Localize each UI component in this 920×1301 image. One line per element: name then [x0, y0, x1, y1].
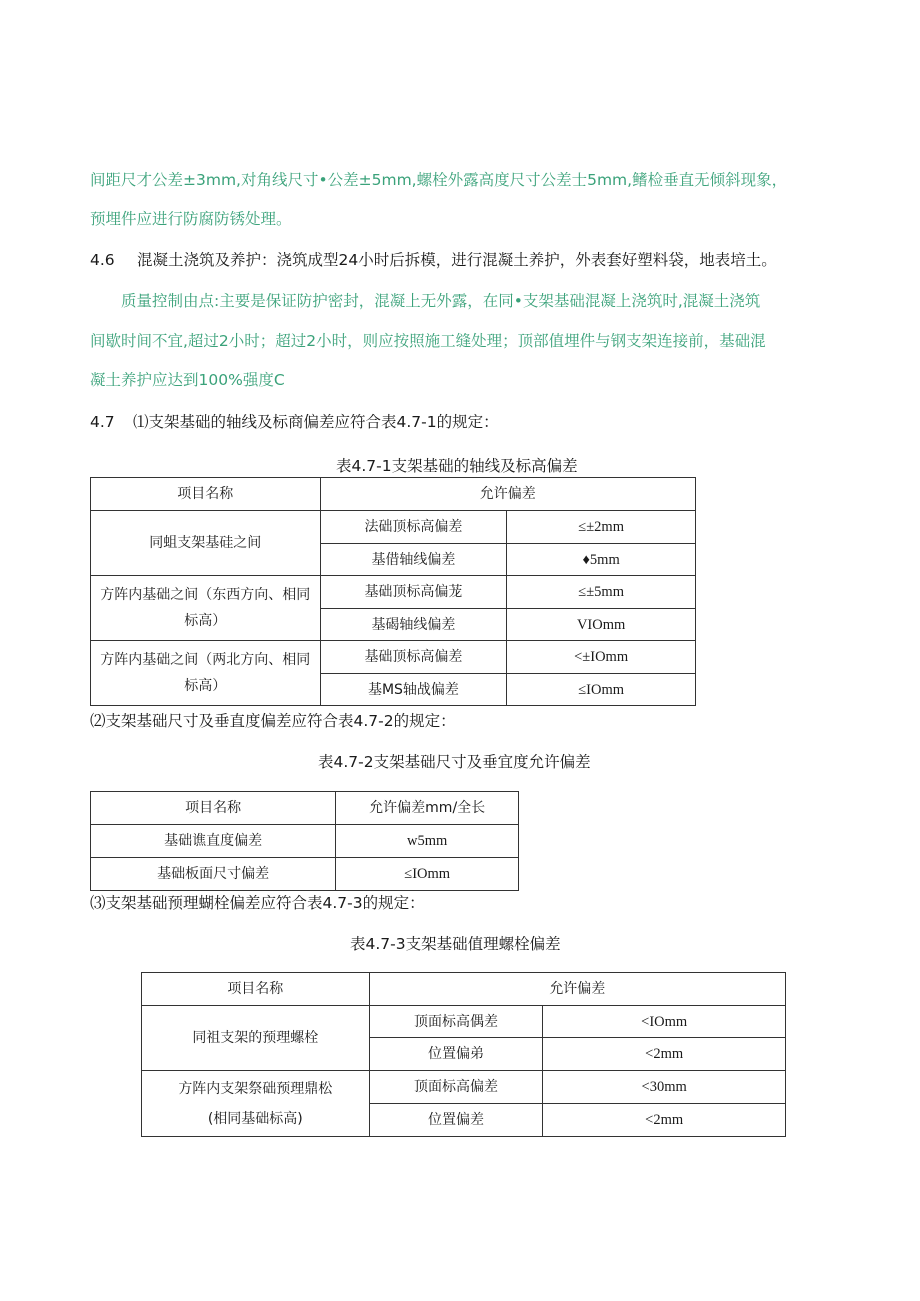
table-cell-item: 基础谯直度偏差 — [91, 825, 336, 858]
table-cell-item: 法础顶标高偏差 — [320, 511, 507, 544]
table-cell-value: ≤±2mm — [507, 511, 696, 544]
table3 — [141, 972, 786, 1137]
table1-header-row — [91, 478, 696, 511]
section-4-7-number: 4.7 — [90, 413, 115, 431]
table-row — [91, 576, 696, 609]
table3-header-name: 项目名称 — [142, 973, 370, 1006]
table-cell-item: 基础顶标高偏差 — [320, 641, 507, 674]
table-row — [91, 511, 696, 544]
table3-group1-name: 同祖支架的预理螺栓 — [142, 1006, 370, 1071]
table1-group2-name: 方阵内基础之间（东西方向、相同标高） — [91, 576, 321, 641]
table2-caption: 表4.7-2支架基础尺寸及垂宜度允许偏差 — [318, 753, 591, 771]
table-cell-value: <2mm — [543, 1038, 786, 1071]
table-cell-value: <30mm — [543, 1071, 786, 1104]
section-4-6-text: 混凝土浇筑及养护：浇筑成型24小时后拆模，进行混凝土养护，外表套好塑料袋，地表培土。 — [137, 251, 777, 269]
table1-group3-name: 方阵内基础之间（两北方向、相同标高） — [91, 641, 321, 706]
table1-caption: 表4.7-1支架基础的轴线及标高偏差 — [336, 457, 578, 475]
section-4-6-number: 4.6 — [90, 251, 115, 269]
table3-header-row — [142, 973, 786, 1006]
table-cell-value: w5mm — [336, 825, 519, 858]
table-row — [91, 858, 519, 891]
table-cell-value: <2mm — [543, 1104, 786, 1137]
table2-header-name: 项目名称 — [91, 792, 336, 825]
table-cell-item: 位置偏弟 — [369, 1038, 543, 1071]
table-cell-value: ♦5mm — [507, 544, 696, 576]
table-cell-item: 基借轴线偏差 — [320, 544, 507, 576]
section-4-7-item3: ⑶支架基础预理蝴栓偏差应符合表4.7-3的规定： — [90, 894, 425, 912]
table-cell-value: ≤IOmm — [336, 858, 519, 891]
table-cell-value: <±IOmm — [507, 641, 696, 674]
table2-header-tolerance: 允许偏差mm/全长 — [336, 792, 519, 825]
table3-header-tolerance: 允许偏差 — [369, 973, 785, 1006]
table-cell-value: VIOmm — [507, 609, 696, 641]
para1-line1: 间距尺才公差±3mm,对角线尺寸•公差±5mm,螺栓外露高度尺寸公差士5mm,鳍检垂直无倾斜现象， — [90, 171, 788, 189]
table-cell-item: 位置偏差 — [369, 1104, 543, 1137]
quality-control-line2: 间歇时间不宜,超过2小时；超过2小时，则应按照施工缝处理；顶部值埋件与钢支架连接前，基础混 — [90, 332, 766, 350]
table-cell-item: 基础顶标高偏茏 — [320, 576, 507, 609]
table1-group1-name: 同蛆支架基硅之间 — [91, 511, 321, 576]
table-cell-value: <IOmm — [543, 1006, 786, 1038]
table-row — [91, 825, 519, 858]
table1-header-tolerance: 允许偏差 — [320, 478, 695, 511]
table1 — [90, 477, 696, 706]
table2 — [90, 791, 519, 891]
quality-control-line1: 质量控制由点:主要是保证防护密封，混凝上无外露，在同•支架基础混凝上浇筑时,混凝土浇筑 — [121, 292, 761, 310]
para1-line2: 预埋件应进行防腐防锈处理。 — [90, 210, 292, 228]
table-row — [142, 1006, 786, 1038]
table-cell-item: 基MS轴战偏差 — [320, 674, 507, 706]
table-cell-value: ≤IOmm — [507, 674, 696, 706]
table-cell-item: 基碣轴线偏差 — [320, 609, 507, 641]
table-row — [142, 1071, 786, 1104]
table-cell-item: 基础板面尺寸偏差 — [91, 858, 336, 891]
table2-header-row — [91, 792, 519, 825]
section-4-7-item2: ⑵支架基础尺寸及垂直度偏差应符合表4.7-2的规定： — [90, 712, 456, 730]
quality-control-line3: 凝土养护应达到100%强度C — [90, 371, 285, 389]
table-cell-item: 顶面标高偏差 — [369, 1071, 543, 1104]
table-cell-value: ≤±5mm — [507, 576, 696, 609]
table3-group2-name-line1: 方阵内支架祭础预理鼎松 — [178, 1080, 333, 1097]
table3-caption: 表4.7-3支架基础值理螺栓偏差 — [350, 935, 561, 953]
table3-group2-name — [142, 1071, 370, 1137]
table1-header-name: 项目名称 — [91, 478, 321, 511]
table3-group2-name-line2: (相同基础标高) — [207, 1110, 303, 1127]
table-row — [91, 641, 696, 674]
table-cell-item: 顶面标高偶差 — [369, 1006, 543, 1038]
section-4-7-item1: ⑴支架基础的轴线及标商偏差应符合表4.7-1的规定： — [133, 413, 499, 431]
